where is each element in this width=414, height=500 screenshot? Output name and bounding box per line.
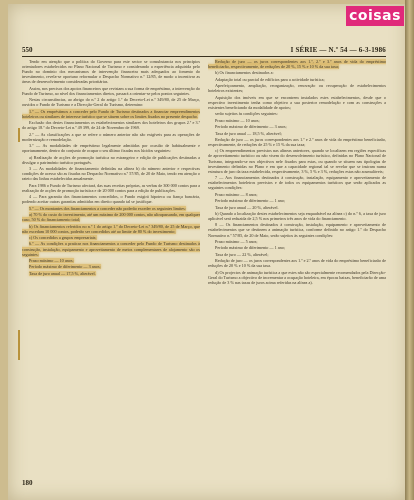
paragraph — [22, 264, 200, 269]
paragraph — [22, 212, 200, 222]
paragraph — [208, 222, 386, 237]
paragraph-text: c) Os empreendimentos previstos nas alíneas anteriores, quando se localizem em regiões específicas de aproveitamento turístico ou não visem do desenvolvimento turístico, definidas no Plano Nacional de Turismo, integrando-se nos objectivos nele fixados para estas, ou quando se situem nas tipologias de investimento definidas no Plano e em que a capacidade regional tal se revelar que se insiram numa estrutura de juro da taxa estabelecida, respectivamente, 3 %, 5 % e 3 %, reduções estas não acumuláveis; — [208, 148, 386, 174]
paragraph-text: Aperfeiçoamento, ampliação, reorganização, renovação ou recuperação de estabelecimentos hoteleiros existentes; — [208, 83, 386, 94]
paragraph-text: 8 — Os financiamentos destinados à construção, instalação, equipamento e aproveitamento de estabelecimentos que se destinem a animação turística, conforme definido no artigo 1.º do Despacho Normativo n.º 57/85, de 20 de Maio, serão sujeitos às seguintes condições: — [208, 222, 386, 238]
paragraph-text: d) Os projectos de animação turística a que estes não são especialmente recomendados pela Direcção-Geral do Turismo a objectivo de incrementar a ocupação hoteleira, em épocas baixas, beneficiarão de uma redução de 3 % nas taxas de juros acima referidas na alínea a). — [208, 269, 387, 285]
left-text-column — [22, 59, 200, 277]
paragraph — [208, 111, 386, 116]
paragraph — [208, 70, 386, 75]
paragraph-text: a) Realização de acções de promoção turística no estrangeiro e edição de publicações destinadas a divulgar o património turístico português. — [22, 154, 200, 165]
paragraph-text: Período máximo de diferimento — 1 ano; — [215, 198, 286, 204]
paragraph — [22, 97, 200, 107]
paragraph — [208, 124, 386, 129]
paragraph-text: b) Os financiamentos referidos no n.º 1 do artigo 1.º do Decreto-Lei n.º 349/80, de 25 de Março, que não excedam 10 000 contos, poderão ser concedidos até ao limite de 80 % do investimento; — [22, 223, 200, 234]
paragraph-text: Redução de juro — os juros correspondentes aos 1.º, 2.º e 3.º anos de vida do empréstimo beneficiarão, respectivamente, de reduções de 20 %, 15 % e 10 % da sua taxa; — [208, 59, 386, 70]
paragraph — [22, 155, 200, 165]
paragraph-text: Nestas circunstâncias, ao abrigo do n.º 2 do artigo 1.º do Decreto-Lei n.º 349/80, de 25 de Março, ouvidos o Fundo de Turismo e a Direcção-Geral do Turismo, determino: — [22, 97, 200, 108]
paragraph — [208, 192, 386, 197]
paragraph-text: serão sujeitos às condições seguintes: — [215, 111, 278, 117]
paragraph — [208, 77, 386, 82]
paragraph-text: b) Quando a localização destes estabelecimentos seja enquadrável na alínea c) do n.º 6, a taxa de juro aplicável será reduzida de 2,5 % nos primeiros três anos de vida do financiamento. — [208, 210, 386, 221]
paragraph-text: Redução de juro — os juros correspondentes aos 1.º e 2.º anos de vida do empréstimo beneficiarão, respectivamente, de reduções de 25 % e 15 % da sua taxa; — [208, 136, 386, 147]
paragraph — [22, 183, 200, 193]
paragraph — [22, 258, 200, 263]
paragraph-text: 1.º — Os empréstimos a conceder pelo Fundo de Turismo destinados a financiar empreendimentos hoteleiros ou similares de interesse turístico que se situem sobre os limites fixados no presente despacho. — [22, 108, 200, 119]
paragraph — [208, 245, 386, 250]
page-edge — [405, 0, 414, 500]
paragraph-text: b) Os financiamentos destinados a: — [215, 70, 274, 76]
paragraph — [208, 239, 386, 244]
margin-mark — [18, 330, 20, 360]
paragraph-text: Prazo máximo — 10 anos; — [215, 117, 260, 123]
paragraph — [208, 211, 386, 221]
paragraph-text: Redução de juro — os juros correspondentes aos 1.º e 2.º anos de vida do empréstimo beneficiarão de reduções de 20 % e 10 % da sua taxa. — [208, 258, 386, 269]
paragraph — [208, 148, 386, 173]
paragraph — [208, 270, 386, 285]
paragraph-text: Taxa de juro anual — 17,5 %, alterável. — [29, 270, 96, 276]
paragraph — [22, 224, 200, 234]
paragraph-text: Período máximo de diferimento — 3 anos; — [29, 264, 101, 270]
paragraph-text: Prazo máximo — 10 anos; — [29, 258, 74, 264]
paragraph — [22, 132, 200, 142]
series-label: I SÉRIE — N.º 54 — 6-3-1986 — [290, 46, 386, 54]
paragraph-text: 5.º — Os montantes dos financiamentos a conceder não poderão exceder os seguintes limites: — [29, 205, 186, 211]
paragraph-text: 6.º — As condições a praticar nos financiamentos a conceder pelo Fundo de Turismo destinados à construção, instalação, equipamento e aproveitamento de meios complementares de alojamento são os seguintes: — [22, 241, 200, 257]
paragraph — [22, 143, 200, 153]
paragraph-text: Período máximo de diferimento — 3 anos; — [215, 124, 287, 130]
paragraph-text: Taxa de juro anual — 20 %, alterável. — [215, 204, 279, 210]
paragraph-text: Exclusão dos destes financiamentos os estabelecimentos similares dos hoteleiros dos grupos 2.º e 3.º do artigo 18.º do Decreto-Lei n.º 49 399, de 24 de Novembro de 1969. — [22, 120, 200, 131]
paragraph — [22, 120, 200, 130]
paragraph-text: Tendo em atenção que a política do Governo para este sector se consubstancia nos princípios orientadores estabelecidos no Plano Nacional de Turismo e considerando a experiência adquirida pelo Fundo no domínio dos mecanismos de intervenção financeira mais adequados ao fomento do investimento, revela-se oportuno reformular o Despacho Normativo n.º 12/85, de modo a incentivar as áreas de desenvolvimento consideradas prioritárias. — [22, 59, 200, 85]
margin-mark — [18, 128, 20, 142]
footer-page-number: 180 — [22, 479, 33, 487]
paragraph-text: Adaptação total ou parcial de edifícios para a actividade turística; — [215, 76, 325, 82]
paragraph-text: Assim, nos precisos dos apoios financeiros que revistam a sua forma de empréstimo, a intervenção do Fundo de Turismo, ao nível dos financiamentos diretos, passará a orientar-se pelos pontos seguintes. — [22, 85, 200, 96]
coisas-watermark: coisas — [346, 6, 404, 26]
paragraph-text: 3.º — As modalidades de empréstimo legalmente admitidas por ocasião de habitualmente e oportunamente, dentro do conjunto de ocupar o seu último fixadas nos lúcidos seguintes: — [22, 143, 200, 154]
paragraph — [22, 206, 200, 211]
paragraph — [208, 175, 386, 190]
paragraph-text: Período máximo de diferimento — 1 ano; — [215, 245, 286, 251]
paragraph-text: 7 — Aos financiamentos destinados à construção, instalação, equipamento e aproveitamento de estabelecimentos hoteleiros previstos e de todos os equipamentos turísticos que serão aplicados as seguintes condições: — [208, 175, 386, 191]
page-number: 550 — [22, 46, 33, 54]
paragraph-text: 3 — As modalidades de financiamento definidas na alínea b) do número anterior e respectivas condições de acesso são as fixadas no Despacho Normativo n.º 57/85, de 20 de Maio, tendo em atenção o rateio das linhas estabelecidas anualmente. — [22, 166, 200, 182]
paragraph — [208, 131, 386, 136]
paragraph-text: 4 — Para garantia dos financiamentos concedidos, o Fundo exigirá hipoteca ou fiança bancária, podendo aceitar outras garantias admitidas em direito quando tal se justifique. — [22, 194, 200, 205]
paragraph-text: 2.º — As classificações a que se refere o número anterior não são exigíveis para as operações de modernização e remodelação. — [22, 131, 200, 142]
paragraph-text: Para 1986 o Fundo de Turismo afectará, das suas receitas próprias, as verbas de 300 000 contos para a realização de acções de promoção turística e de 20 000 contos para a edição de publicações. — [22, 182, 200, 193]
paragraph — [22, 235, 200, 240]
paragraph — [22, 241, 200, 256]
paragraph — [208, 59, 386, 69]
paragraph-text: Taxa de juro anual — 18,5 %, alterável; — [215, 130, 282, 136]
paragraph — [208, 258, 386, 268]
page-header — [22, 46, 386, 56]
paragraph — [22, 86, 200, 96]
paragraph — [22, 166, 200, 181]
paragraph-text: a) 70 % do custo do investimento, até um máximo de 200 000 contos, não ultrapassando, em qualquer caso, 50 % do financiamento total; — [22, 212, 200, 223]
paragraph-text: Aquisição dos imóveis em que se encontrem instalados estes estabelecimentos, desde que o respectivo investimento tenha como objetivo a sua posterior remodelação e com as construções a existentes beneficiando da modalidade de apoios; — [208, 94, 386, 110]
header-rule — [22, 56, 386, 57]
paragraph — [208, 205, 386, 210]
paragraph-text: Prazo máximo — 5 anos; — [215, 238, 258, 244]
paragraph-text: c) Os concedidos a grupos empresariais; — [29, 235, 97, 241]
paragraph — [208, 83, 386, 93]
paragraph-text: Taxa de juro — 22 %, alterável; — [215, 251, 269, 257]
right-text-column — [208, 59, 386, 286]
paragraph — [208, 118, 386, 123]
paragraph — [208, 198, 386, 203]
paragraph — [22, 59, 200, 84]
paragraph — [22, 109, 200, 119]
paragraph — [208, 137, 386, 147]
paragraph — [22, 194, 200, 204]
paragraph-text: Prazo máximo — 8 anos; — [215, 191, 258, 197]
paragraph — [208, 95, 386, 110]
paragraph — [208, 252, 386, 257]
paragraph — [22, 271, 200, 276]
